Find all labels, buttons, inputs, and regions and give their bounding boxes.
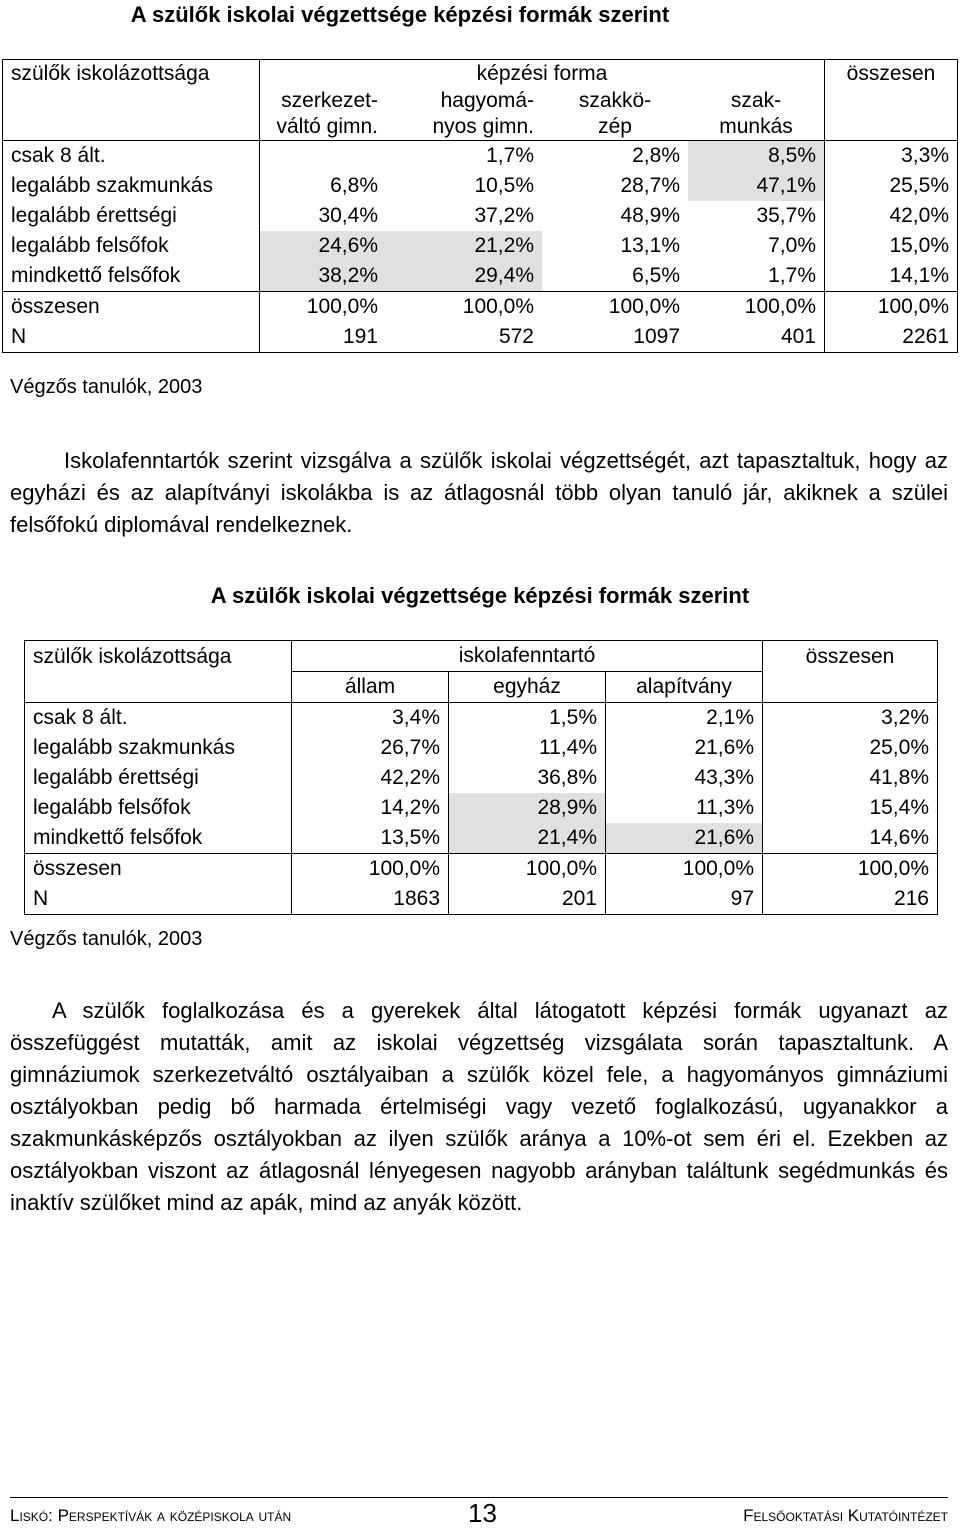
table-cell: 43,3% <box>606 763 763 793</box>
page-footer <box>10 1497 948 1528</box>
table-cell: 6,5% <box>632 264 680 287</box>
table-cell: 35,7% <box>756 204 816 227</box>
table-row <box>3 261 958 292</box>
table-cell: 100,0% <box>763 854 938 885</box>
table-cell: 401 <box>780 325 816 348</box>
table1 <box>2 59 958 353</box>
page-number: 13 <box>468 1498 497 1528</box>
table-row <box>25 733 938 763</box>
row-label: legalább érettségi <box>33 766 199 789</box>
table-cell: 100,0% <box>542 292 688 323</box>
t2-group-header: iskolafenntartó <box>292 641 763 672</box>
table-row <box>3 141 958 172</box>
table-cell: 13,1% <box>620 234 680 257</box>
table2 <box>24 640 938 915</box>
table1-note: Végzős tanulók, 2003 <box>10 376 203 398</box>
t2-rowlabel-header: szülők iskolázottsága <box>33 644 232 668</box>
table-cell: 30,4% <box>260 201 387 231</box>
table-cell: 24,6% <box>260 231 387 261</box>
t2-total-header: összesen <box>763 641 938 672</box>
table1-title: A szülők iskolai végzettsége képzési formák szerint <box>130 2 670 27</box>
table-row <box>3 322 958 353</box>
table-cell: 572 <box>498 325 534 348</box>
table-cell: 2,1% <box>606 703 763 734</box>
table-cell: 191 <box>260 322 387 353</box>
table-cell: 14,2% <box>292 793 449 823</box>
table-cell: 25,0% <box>763 733 938 763</box>
table-cell <box>260 141 387 172</box>
row-label: összesen <box>25 854 292 885</box>
table-cell: 14,6% <box>763 823 938 854</box>
table-row <box>25 823 938 854</box>
t1-col-header: szakkö- zép <box>578 89 652 138</box>
table-cell: 21,6% <box>606 823 763 854</box>
row-label: legalább szakmunkás <box>11 174 213 197</box>
table-cell: 8,5% <box>688 141 825 172</box>
table-cell: 100,0% <box>606 854 763 885</box>
table-cell: 26,7% <box>292 733 449 763</box>
table-row <box>3 292 958 323</box>
paragraph-1: Iskolafenntartók szerint vizsgálva a szülők iskolai végzettségét, azt tapasztaltuk, hogy az egyházi és az alapítványi iskolákba is az átlagosnál több olyan tanuló jár, akiknek a szülei felsőfokú diplomával rendelkeznek. <box>10 448 948 537</box>
table-cell: 28,7% <box>620 174 680 197</box>
table-row <box>25 763 938 793</box>
table-cell: 28,9% <box>449 793 606 823</box>
paragraph-2: A szülők foglalkozása és a gyerekek által látogatott képzési formák ugyanazt az összefüggést mutatták, amit az iskolai végzettség vizsgálata során tapasztaltunk. A gimnáziumok szerkezetváltó osztályaiban a szülők közel fele, a hagyományos gimnáziumi osztályokban pedig bő harmada értelmiségi vagy vezető foglalkozású, ugyanakkor a szakmunkásképzős osztályokban az ilyen szülők aránya a 10%-ot sem éri el. Ezekben az osztályokban viszont az átlagosnál lényegesen nagyobb arányban találtunk segédmunkás és inaktív szülőket mind az apák, mind az anyák között. <box>10 998 948 1215</box>
table-cell: 216 <box>763 884 938 915</box>
table-cell: 3,4% <box>292 703 449 734</box>
table-cell: 42,0% <box>825 201 958 231</box>
table-cell: 1,5% <box>449 703 606 734</box>
row-label: legalább felsőfok <box>33 796 191 819</box>
table-row <box>3 231 958 261</box>
row-label: mindkettő felsőfok <box>33 826 203 849</box>
table-row <box>25 793 938 823</box>
footer-left: Liskó: Perspektívák a középiskola után <box>10 1506 292 1525</box>
table-cell: 38,2% <box>260 261 387 292</box>
t2-col-header: állam <box>292 672 449 703</box>
row-label: N <box>33 887 49 910</box>
table-cell: 41,8% <box>763 763 938 793</box>
t2-col-header: alapítvány <box>606 672 763 703</box>
table2-note: Végzős tanulók, 2003 <box>10 928 203 950</box>
table-cell: 100,0% <box>825 292 958 323</box>
table-cell: 100,0% <box>449 854 606 885</box>
row-label: N <box>11 325 27 348</box>
row-label: csak 8 ált. <box>25 703 292 734</box>
t1-rowlabel-header: szülők iskolázottsága <box>11 62 210 85</box>
table-cell: 3,3% <box>825 141 958 172</box>
table-cell: 42,2% <box>292 763 449 793</box>
table-cell: 6,8% <box>260 171 387 201</box>
table-cell: 47,1% <box>688 171 825 201</box>
table-cell: 201 <box>449 884 606 915</box>
table-cell: 13,5% <box>292 823 449 854</box>
t1-col-header: hagyomá- nyos gimn. <box>432 89 534 138</box>
table-cell: 1,7% <box>768 264 816 287</box>
table-cell: 11,3% <box>606 793 763 823</box>
table-cell: 3,2% <box>763 703 938 734</box>
table-cell: 15,0% <box>825 231 958 261</box>
table-cell: 100,0% <box>260 292 387 323</box>
table2-title: A szülők iskolai végzettsége képzési formák szerint <box>210 583 750 608</box>
table-cell: 100,0% <box>688 292 825 323</box>
table-cell: 25,5% <box>825 171 958 201</box>
table-cell: 37,2% <box>474 204 534 227</box>
table-row <box>25 884 938 915</box>
table-cell: 11,4% <box>449 733 606 763</box>
table-row <box>3 171 958 201</box>
row-label: legalább érettségi <box>11 204 177 227</box>
table-cell: 7,0% <box>768 234 816 257</box>
table-cell: 29,4% <box>386 261 542 292</box>
table-cell: 2261 <box>825 322 958 353</box>
table-cell: 1863 <box>292 884 449 915</box>
table-cell: 10,5% <box>474 174 534 197</box>
t2-col-header: egyház <box>449 672 606 703</box>
t1-col-header: szak- munkás <box>719 89 793 138</box>
table-cell: 2,8% <box>542 141 688 172</box>
table-cell: 36,8% <box>449 763 606 793</box>
row-label: legalább szakmunkás <box>33 736 235 759</box>
table-cell: 100,0% <box>386 292 542 323</box>
row-label: legalább felsőfok <box>11 234 169 257</box>
table-cell: 21,6% <box>606 733 763 763</box>
table-cell: 14,1% <box>825 261 958 292</box>
table-cell: 15,4% <box>763 793 938 823</box>
row-label: összesen <box>3 292 260 323</box>
table-cell: 100,0% <box>292 854 449 885</box>
row-label: csak 8 ált. <box>3 141 260 172</box>
table-cell: 1,7% <box>386 141 542 172</box>
t1-group-header: képzési forma <box>260 60 825 89</box>
table-cell: 21,2% <box>386 231 542 261</box>
table-cell: 21,4% <box>449 823 606 854</box>
table-row <box>25 854 938 885</box>
t1-col-header: szerkezet- váltó gimn. <box>260 88 387 141</box>
table-cell: 48,9% <box>620 204 680 227</box>
table-row <box>3 201 958 231</box>
table-cell: 97 <box>606 884 763 915</box>
row-label: mindkettő felsőfok <box>11 264 181 287</box>
table-cell: 1097 <box>633 325 680 348</box>
t1-total-header: összesen <box>825 60 958 89</box>
table-row <box>25 703 938 734</box>
footer-right: Felsőoktatási Kutatóintézet <box>743 1506 948 1525</box>
